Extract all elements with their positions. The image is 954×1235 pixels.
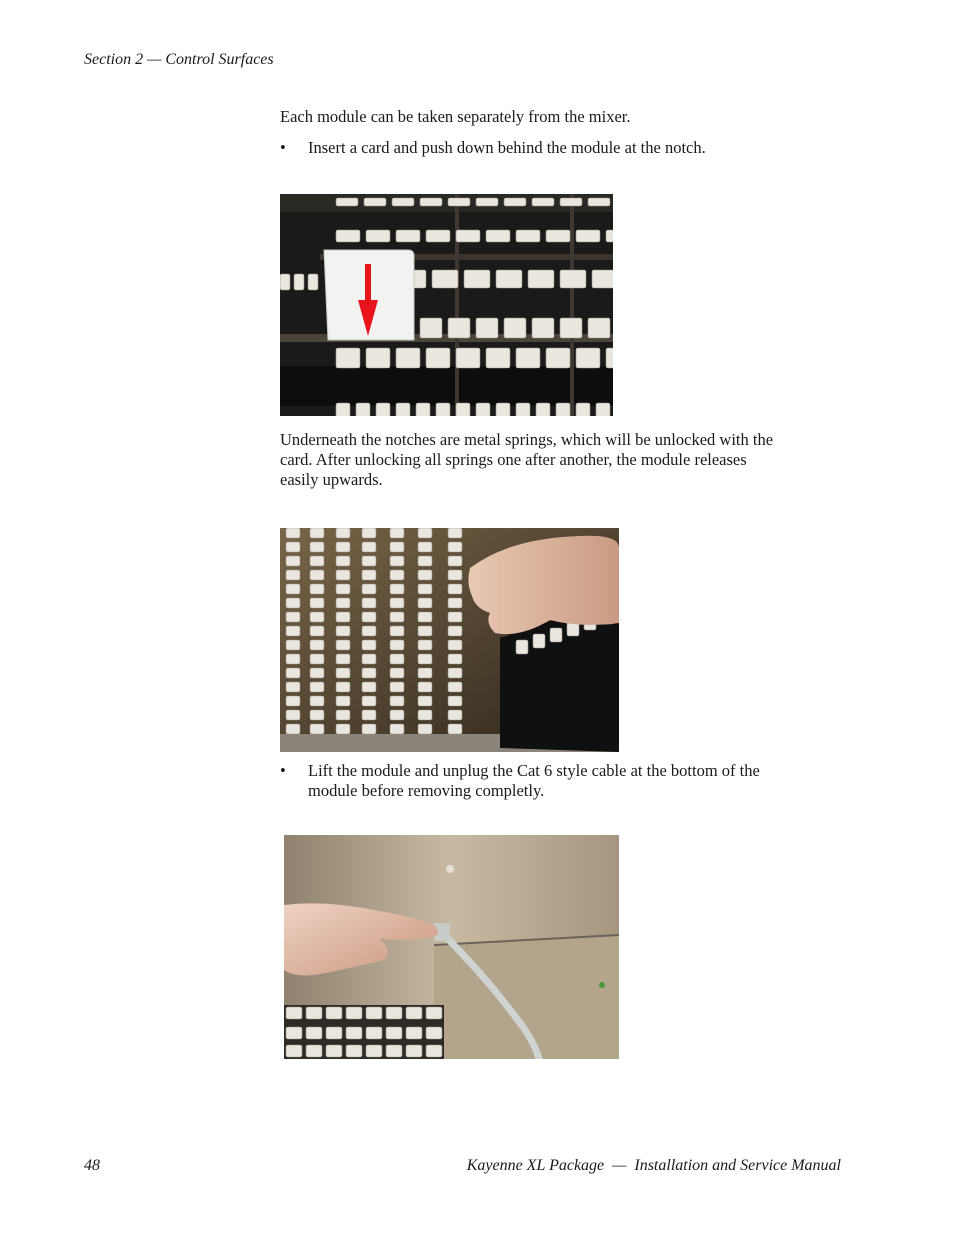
- panel-button: [286, 556, 300, 566]
- panel-button: [426, 230, 450, 242]
- panel-button: [576, 348, 600, 368]
- panel-button: [310, 654, 324, 664]
- panel-button: [448, 318, 470, 338]
- panel-button: [356, 403, 370, 416]
- panel-button: [390, 626, 404, 636]
- panel-button: [560, 270, 586, 288]
- springs-line-1: Underneath the notches are metal springs, which will be unlocked with the: [280, 430, 774, 449]
- panel-button: [362, 612, 376, 622]
- bullet-symbol: •: [280, 138, 286, 157]
- panel-button: [336, 528, 350, 538]
- panel-button: [390, 584, 404, 594]
- panel-button: [420, 318, 442, 338]
- panel-button: [310, 626, 324, 636]
- panel-button: [418, 654, 432, 664]
- panel-button: [336, 682, 350, 692]
- panel-button: [310, 612, 324, 622]
- panel-button: [336, 584, 350, 594]
- panel-button: [310, 668, 324, 678]
- panel-button: [448, 710, 462, 720]
- panel-button: [362, 598, 376, 608]
- panel-button: [362, 696, 376, 706]
- photo-cable-unplug: [284, 835, 619, 1059]
- panel-button: [396, 230, 420, 242]
- panel-button: [426, 1045, 442, 1057]
- panel-button: [280, 274, 290, 290]
- panel-button: [366, 1007, 382, 1019]
- panel-button: [556, 403, 570, 416]
- panel-button: [448, 626, 462, 636]
- panel-button: [418, 570, 432, 580]
- photo-cable-unplug-image: [284, 835, 619, 1059]
- panel-button: [364, 198, 386, 206]
- panel-button: [448, 668, 462, 678]
- panel-button: [310, 710, 324, 720]
- panel-button: [336, 598, 350, 608]
- panel-button: [476, 318, 498, 338]
- panel-button: [362, 668, 376, 678]
- panel-button: [464, 270, 490, 288]
- panel-button: [362, 640, 376, 650]
- panel-button: [456, 348, 480, 368]
- panel-button: [310, 584, 324, 594]
- panel-button: [362, 528, 376, 538]
- panel-button: [448, 724, 462, 734]
- panel-button: [310, 542, 324, 552]
- panel-button: [486, 230, 510, 242]
- panel-button: [536, 403, 550, 416]
- photo-module-lift: [280, 528, 619, 752]
- panel-button: [448, 696, 462, 706]
- panel-button: [336, 612, 350, 622]
- panel-button: [310, 570, 324, 580]
- panel-button: [396, 348, 420, 368]
- panel-button: [362, 556, 376, 566]
- panel-button: [418, 598, 432, 608]
- panel-button: [448, 528, 462, 538]
- panel-button: [362, 724, 376, 734]
- panel-button: [448, 682, 462, 692]
- springs-paragraph: [280, 430, 850, 490]
- panel-button: [286, 682, 300, 692]
- panel-button: [606, 230, 613, 242]
- panel-button: [390, 668, 404, 678]
- panel-button: [390, 640, 404, 650]
- panel-button: [336, 626, 350, 636]
- panel-button: [516, 403, 530, 416]
- panel-button: [310, 640, 324, 650]
- panel-button: [390, 654, 404, 664]
- panel-button: [366, 1027, 382, 1039]
- panel-button: [336, 696, 350, 706]
- manual-title: Kayenne XL Package — Installation and Service Manual: [466, 1157, 841, 1174]
- panel-button: [504, 198, 526, 206]
- panel-button: [592, 270, 613, 288]
- panel-button: [362, 584, 376, 594]
- panel-button: [390, 542, 404, 552]
- panel-button: [532, 198, 554, 206]
- module-button: [550, 628, 562, 642]
- panel-button: [588, 198, 610, 206]
- intro-paragraph: Each module can be taken separately from the mixer.: [280, 107, 631, 126]
- panel-button: [286, 598, 300, 608]
- red-arrow-shaft: [365, 264, 371, 304]
- panel-button: [528, 270, 554, 288]
- panel-button: [418, 682, 432, 692]
- panel-button: [310, 696, 324, 706]
- panel-button: [366, 348, 390, 368]
- panel-button: [308, 274, 318, 290]
- panel-button: [496, 403, 510, 416]
- panel-button: [418, 612, 432, 622]
- module-button: [516, 640, 528, 654]
- panel-button: [336, 348, 360, 368]
- panel-button: [448, 640, 462, 650]
- panel-button: [576, 403, 590, 416]
- panel-button: [386, 1045, 402, 1057]
- panel-button: [406, 1007, 422, 1019]
- panel-button: [362, 654, 376, 664]
- panel-button: [310, 598, 324, 608]
- panel-button: [546, 348, 570, 368]
- panel-button: [390, 598, 404, 608]
- panel-button: [286, 724, 300, 734]
- panel-button: [418, 528, 432, 538]
- panel-button: [448, 584, 462, 594]
- page-number: 48: [84, 1157, 100, 1174]
- panel-button: [456, 230, 480, 242]
- panel-button: [390, 528, 404, 538]
- panel-button: [286, 612, 300, 622]
- panel-button: [310, 556, 324, 566]
- unplug-line-1: Lift the module and unplug the Cat 6 style cable at the bottom of the: [308, 761, 760, 780]
- panel-button: [336, 668, 350, 678]
- panel-button: [476, 403, 490, 416]
- panel-button: [390, 724, 404, 734]
- panel-button: [386, 1007, 402, 1019]
- panel-button: [396, 403, 410, 416]
- panel-button: [336, 654, 350, 664]
- panel-button: [346, 1027, 362, 1039]
- photo-card-insertion-image: [280, 194, 613, 416]
- panel-button: [448, 612, 462, 622]
- panel-button: [286, 1045, 302, 1057]
- panel-button: [390, 710, 404, 720]
- panel-button: [532, 318, 554, 338]
- panel-button: [418, 668, 432, 678]
- photo-module-lift-image: [280, 528, 619, 752]
- panel-button: [326, 1027, 342, 1039]
- panel-button: [286, 542, 300, 552]
- panel-button: [286, 626, 300, 636]
- panel-button: [390, 612, 404, 622]
- panel-button: [418, 584, 432, 594]
- panel-button: [504, 318, 526, 338]
- module-button: [533, 634, 545, 648]
- panel-button: [336, 230, 360, 242]
- panel-button: [336, 724, 350, 734]
- panel-button: [392, 198, 414, 206]
- panel-button: [362, 710, 376, 720]
- panel-button: [386, 1027, 402, 1039]
- panel-button: [406, 1045, 422, 1057]
- panel-button: [418, 542, 432, 552]
- panel-button: [326, 1045, 342, 1057]
- panel-button: [432, 270, 458, 288]
- panel-button: [390, 556, 404, 566]
- panel-button: [286, 668, 300, 678]
- panel-button: [390, 570, 404, 580]
- panel-button: [326, 1007, 342, 1019]
- bullet-text: [308, 761, 848, 801]
- panel-button: [576, 230, 600, 242]
- panel-button: [336, 198, 358, 206]
- panel-button: [286, 710, 300, 720]
- panel-button: [546, 230, 570, 242]
- panel-button: [448, 570, 462, 580]
- panel-button: [448, 542, 462, 552]
- panel-button: [346, 1045, 362, 1057]
- panel-button: [286, 570, 300, 580]
- panel-button: [560, 318, 582, 338]
- panel-button: [448, 654, 462, 664]
- panel-button: [448, 556, 462, 566]
- panel-button: [286, 1007, 302, 1019]
- panel-button: [516, 348, 540, 368]
- panel-button: [286, 696, 300, 706]
- panel-button: [416, 403, 430, 416]
- panel-button: [362, 570, 376, 580]
- bullet-text: Insert a card and push down behind the module at the notch.: [308, 138, 706, 157]
- panel-button: [420, 198, 442, 206]
- unplug-line-2: module before removing completly.: [308, 781, 545, 800]
- panel-button: [336, 542, 350, 552]
- springs-line-2: card. After unlocking all springs one after another, the module releases: [280, 450, 747, 469]
- panel-button: [426, 348, 450, 368]
- panel-button: [418, 556, 432, 566]
- springs-line-3: easily upwards.: [280, 470, 383, 489]
- panel-button: [390, 682, 404, 692]
- panel-button: [366, 230, 390, 242]
- panel-button: [306, 1007, 322, 1019]
- panel-button: [310, 724, 324, 734]
- panel-button: [376, 403, 390, 416]
- panel-button: [286, 1027, 302, 1039]
- panel-button: [336, 570, 350, 580]
- panel-button: [448, 198, 470, 206]
- panel-button: [310, 682, 324, 692]
- panel-button: [294, 274, 304, 290]
- panel-button: [496, 270, 522, 288]
- panel-button: [362, 682, 376, 692]
- section-header: Section 2 — Control Surfaces: [84, 51, 274, 68]
- panel-button: [286, 584, 300, 594]
- panel-button: [418, 696, 432, 706]
- panel-button: [336, 556, 350, 566]
- panel-button: [390, 696, 404, 706]
- panel-button: [476, 198, 498, 206]
- panel-button: [456, 403, 470, 416]
- panel-button: [336, 640, 350, 650]
- panel-button: [596, 403, 610, 416]
- panel-button: [310, 528, 324, 538]
- panel-button: [588, 318, 610, 338]
- panel-button: [286, 654, 300, 664]
- panel-button: [306, 1027, 322, 1039]
- panel-button: [286, 640, 300, 650]
- panel-button: [306, 1045, 322, 1057]
- panel-button: [448, 598, 462, 608]
- panel-button: [362, 542, 376, 552]
- panel-button: [436, 403, 450, 416]
- panel-button: [286, 528, 300, 538]
- panel-button: [336, 403, 350, 416]
- panel-button: [362, 626, 376, 636]
- panel-button: [366, 1045, 382, 1057]
- panel-button: [336, 710, 350, 720]
- panel-button: [418, 710, 432, 720]
- panel-button: [516, 230, 540, 242]
- panel-button: [426, 1007, 442, 1019]
- photo-card-insertion: [280, 194, 613, 416]
- panel-button: [406, 1027, 422, 1039]
- panel-button: [486, 348, 510, 368]
- bullet-symbol: •: [280, 761, 286, 780]
- panel-button: [346, 1007, 362, 1019]
- panel-button: [426, 1027, 442, 1039]
- panel-button: [418, 626, 432, 636]
- panel-button: [418, 724, 432, 734]
- panel-button: [418, 640, 432, 650]
- panel-button: [606, 348, 613, 368]
- panel-button: [560, 198, 582, 206]
